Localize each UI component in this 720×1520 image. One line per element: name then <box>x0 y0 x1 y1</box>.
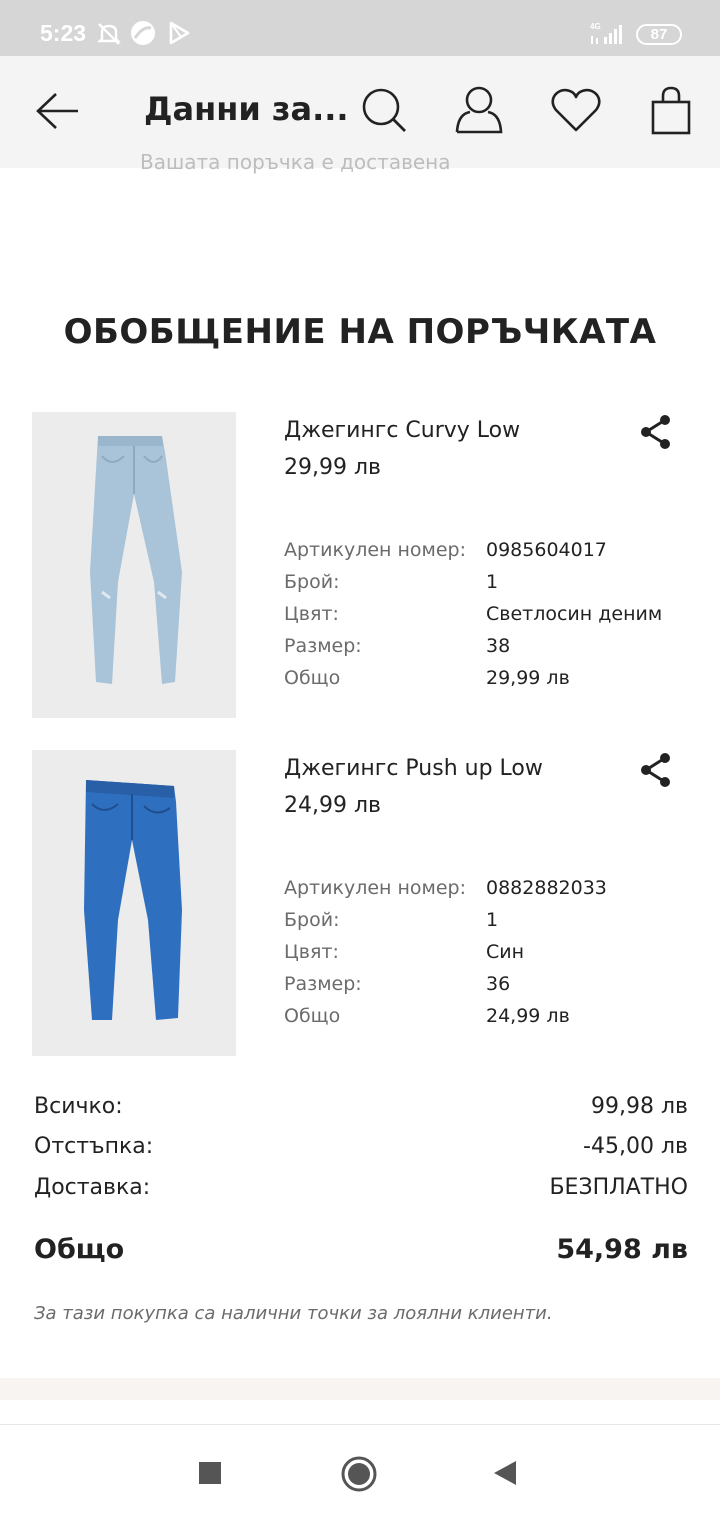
product-price: 24,99 лв <box>284 793 382 818</box>
account-button[interactable] <box>454 84 504 138</box>
discount-value: -45,00 лв <box>583 1134 688 1159</box>
svg-text:4G: 4G <box>590 22 601 31</box>
delivery-label: Доставка: <box>34 1175 151 1200</box>
order-status-text: Вашата поръчка е доставена <box>140 150 451 174</box>
quantity-value: 1 <box>486 909 499 931</box>
share-icon <box>638 414 674 450</box>
line-total-label: Общо <box>284 1005 341 1027</box>
quantity-label: Брой: <box>284 909 340 931</box>
heart-icon <box>550 86 602 134</box>
discount-label: Отстъпка: <box>34 1134 154 1159</box>
line-total-value: 29,99 лв <box>486 667 570 689</box>
color-label: Цвят: <box>284 941 339 963</box>
product-name[interactable]: Джегингс Push up Low <box>284 756 543 781</box>
subtotal-label: Всичко: <box>34 1094 123 1119</box>
size-label: Размер: <box>284 635 362 657</box>
share-button[interactable] <box>638 752 674 792</box>
back-arrow-icon <box>34 88 80 134</box>
color-label: Цвят: <box>284 603 339 625</box>
quantity-label: Брой: <box>284 571 340 593</box>
color-value: Светлосин деним <box>486 603 663 625</box>
cart-button[interactable] <box>650 86 692 140</box>
article-number-label: Артикулен номер: <box>284 539 467 561</box>
grand-total-value: 54,98 лв <box>556 1234 688 1265</box>
recents-square-icon <box>198 1461 222 1485</box>
signal-icon <box>588 20 628 50</box>
system-nav-bar <box>0 1424 720 1520</box>
search-button[interactable] <box>360 86 408 138</box>
size-label: Размер: <box>284 973 362 995</box>
product-image[interactable] <box>32 412 236 718</box>
status-time: 5:23 <box>40 20 87 46</box>
home-button[interactable] <box>340 1455 378 1497</box>
back-triangle-icon <box>492 1459 518 1487</box>
product-name[interactable]: Джегингс Curvy Low <box>284 418 521 443</box>
article-number-value: 0985604017 <box>486 539 607 561</box>
status-bar <box>0 0 720 56</box>
loyalty-points-note: За тази покупка са налични точки за лоялни клиенти. <box>34 1303 553 1324</box>
favorites-button[interactable] <box>550 86 602 138</box>
back-button[interactable] <box>34 88 80 138</box>
jeans-image <box>32 750 236 1056</box>
play-store-icon <box>166 20 192 50</box>
mute-bell-icon <box>96 20 122 50</box>
page-title: Данни за... <box>144 90 349 128</box>
battery-indicator: 87 <box>636 24 682 45</box>
size-value: 38 <box>486 635 511 657</box>
article-number-value: 0882882033 <box>486 877 607 899</box>
search-icon <box>360 86 408 134</box>
nav-back-button[interactable] <box>492 1459 518 1491</box>
size-value: 36 <box>486 973 511 995</box>
app-notification-icon <box>130 20 156 50</box>
recents-button[interactable] <box>198 1461 222 1489</box>
jeans-image <box>32 412 236 718</box>
section-divider <box>0 1378 720 1400</box>
line-total-label: Общо <box>284 667 341 689</box>
subtotal-value: 99,98 лв <box>590 1094 688 1119</box>
shopping-bag-icon <box>650 86 692 136</box>
product-image[interactable] <box>32 750 236 1056</box>
article-number-label: Артикулен номер: <box>284 877 467 899</box>
line-total-value: 24,99 лв <box>486 1005 570 1027</box>
order-summary-title: ОБОБЩЕНИЕ НА ПОРЪЧКАТА <box>63 312 657 352</box>
share-icon <box>638 752 674 788</box>
product-card <box>32 412 692 718</box>
account-icon <box>454 84 504 134</box>
home-circle-icon <box>340 1455 378 1493</box>
color-value: Син <box>486 941 525 963</box>
quantity-value: 1 <box>486 571 499 593</box>
product-price: 29,99 лв <box>284 455 382 480</box>
grand-total-label: Общо <box>34 1234 125 1265</box>
delivery-value: БЕЗПЛАТНО <box>549 1175 688 1200</box>
share-button[interactable] <box>638 414 674 454</box>
product-card <box>32 750 692 1056</box>
